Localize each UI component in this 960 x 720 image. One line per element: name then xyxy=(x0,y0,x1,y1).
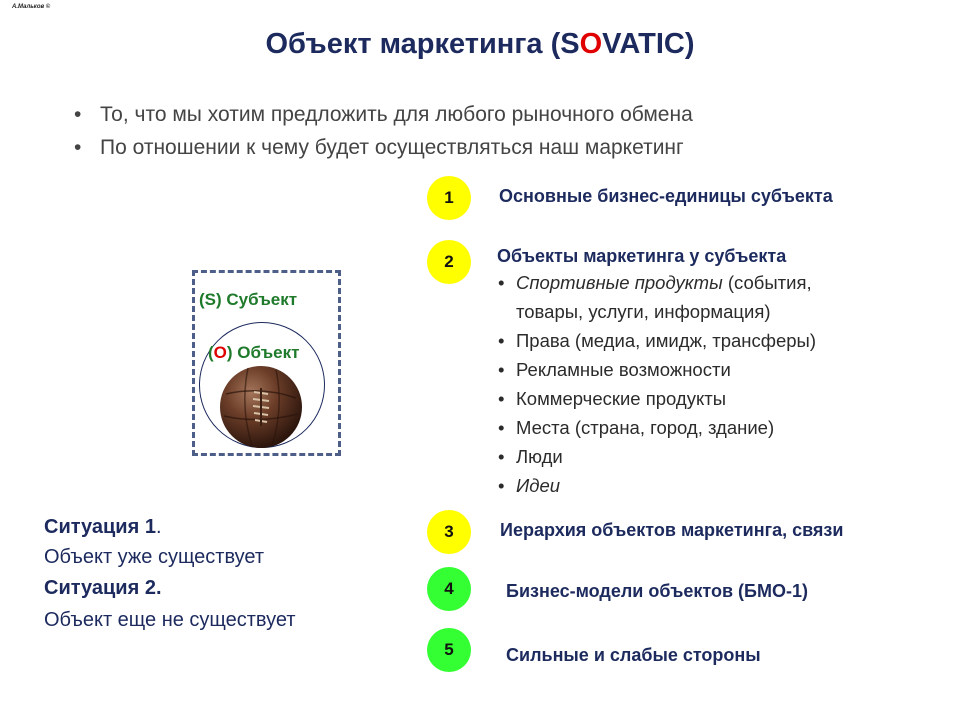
list-item-sport: • Спортивные продукты (события, xyxy=(498,272,812,293)
list-item-places: • Места (страна, город, здание) xyxy=(498,417,775,438)
list-item-commercial: • Коммерческие продукты xyxy=(498,388,727,409)
list-item-rights: • Права (медиа, имидж, трансферы) xyxy=(498,330,816,351)
intro-text-2: По отношении к чему будет осуществляться наш маркетинг xyxy=(100,136,684,159)
situation-2-title: Ситуация 2. xyxy=(44,577,162,599)
list-item-people: • Люди xyxy=(498,446,563,467)
marketing-objects-list xyxy=(496,268,816,500)
list-item-ads: • Рекламные возможности xyxy=(498,359,731,380)
item-label-5: Сильные и слабые стороны xyxy=(506,645,761,665)
subject-label: (S) Субъект xyxy=(199,290,298,309)
item-label-1: Основные бизнес-единицы субъекта xyxy=(499,186,833,206)
list-item-sport-cont: товары, услуги, информация) xyxy=(516,301,771,322)
bullet-dot-icon: • xyxy=(74,136,82,159)
item-number-3: 3 xyxy=(427,510,471,554)
title-prefix: Объект маркетинга (S xyxy=(265,28,580,60)
item-number-5: 5 xyxy=(427,628,471,672)
title-accent-letter: O xyxy=(579,28,603,60)
list-item-ideas: • Идеи xyxy=(498,475,561,496)
slide-title xyxy=(0,28,960,61)
intro-bullet-1 xyxy=(74,103,693,127)
situation-1-text: Объект уже существует xyxy=(44,546,265,568)
item-number-2: 2 xyxy=(427,240,471,284)
intro-bullet-2 xyxy=(74,136,684,160)
item-number-4: 4 xyxy=(427,567,471,611)
bullet-dot-icon: • xyxy=(74,103,82,126)
title-suffix: VATIC) xyxy=(602,28,695,60)
item-label-3: Иерархия объектов маркетинга, связи xyxy=(500,520,844,540)
author-credit: А.Мальков © xyxy=(12,4,51,10)
item-number-1: 1 xyxy=(427,176,471,220)
intro-text-1: То, что мы хотим предложить для любого рыночного обмена xyxy=(100,103,693,126)
object-label: (O) Объект xyxy=(208,343,300,362)
situation-1-title: Ситуация 1. xyxy=(44,516,162,538)
situation-2-text: Объект еще не существует xyxy=(44,609,296,631)
item-label-2: Объекты маркетинга у субъекта xyxy=(497,246,787,266)
object-letter: O xyxy=(213,343,227,362)
leather-ball-icon xyxy=(218,364,304,450)
item-label-4: Бизнес-модели объектов (БМО-1) xyxy=(506,581,808,601)
